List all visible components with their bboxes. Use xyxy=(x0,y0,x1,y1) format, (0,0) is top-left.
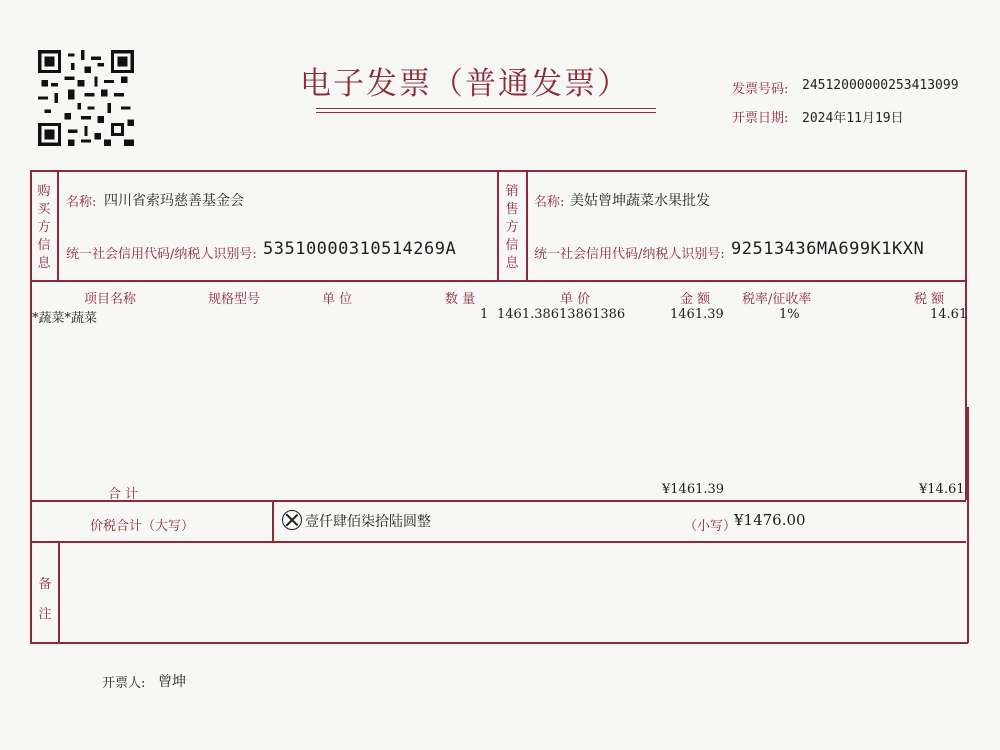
seller-name-label: 名称: xyxy=(534,195,565,210)
col-header-rate: 税率/征收率 xyxy=(742,292,812,307)
col-header-qty: 数 量 xyxy=(445,292,476,307)
frame-bottom-border xyxy=(30,642,968,644)
total-amount: ¥1461.39 xyxy=(662,482,725,497)
buyer-side-label: 购买方信息 xyxy=(37,184,51,271)
buyer-tax-id: 53510000310514269A xyxy=(263,239,457,259)
circle-x-icon xyxy=(282,510,302,530)
remarks-label: 备注 xyxy=(38,577,52,622)
total-label: 合 计 xyxy=(108,487,139,502)
col-header-spec: 规格型号 xyxy=(208,292,261,307)
title-underline-2 xyxy=(316,112,656,113)
invoice-date: 2024年11月19日 xyxy=(802,111,904,126)
row-item-name: *蔬菜*蔬菜 xyxy=(32,311,98,326)
col-header-amount: 金 额 xyxy=(680,292,711,307)
buyer-name-label: 名称: xyxy=(66,195,97,210)
col-header-unit: 单 位 xyxy=(322,292,353,307)
row-qty: 1 xyxy=(480,307,489,322)
seller-name: 美姑曾坤蔬菜水果批发 xyxy=(570,193,710,209)
seller-tax-id: 92513436MA699K1KXN xyxy=(731,239,925,259)
grand-total-lower: ¥1476.00 xyxy=(734,511,806,529)
total-label-divider xyxy=(272,500,274,541)
total-section-border xyxy=(30,541,966,543)
buyer-tax-label: 统一社会信用代码/纳税人识别号: xyxy=(66,247,257,262)
buyer-name: 四川省索玛慈善基金会 xyxy=(104,193,244,209)
col-header-item: 项目名称 xyxy=(84,292,137,307)
buyer-label-divider xyxy=(57,170,59,280)
frame-left-border xyxy=(30,170,32,643)
issuer-label: 开票人: xyxy=(102,676,146,691)
issuer-name: 曾坤 xyxy=(158,674,186,690)
invoice-title: 电子发票（普通发票） xyxy=(300,66,630,102)
invoice-number: 24512000000253413099 xyxy=(802,78,959,93)
row-tax-rate: 1% xyxy=(779,307,800,322)
col-header-price: 单 价 xyxy=(560,292,591,307)
party-section-border xyxy=(30,280,966,282)
row-amount: 1461.39 xyxy=(670,307,724,322)
col-header-tax: 税 额 xyxy=(914,292,945,307)
title-underline xyxy=(316,108,656,109)
row-unit-price: 1461.38613861386 xyxy=(497,307,626,322)
seller-label-divider xyxy=(526,170,528,280)
invoice-number-label: 发票号码: xyxy=(732,82,789,97)
remarks-label-divider xyxy=(58,541,60,642)
grand-total-lower-label: （小写） xyxy=(684,519,737,534)
invoice-date-label: 开票日期: xyxy=(732,111,789,126)
frame-right-border-lower xyxy=(967,407,969,643)
seller-side-label: 销售方信息 xyxy=(505,184,519,271)
grand-total-label: 价税合计（大写） xyxy=(90,519,195,534)
total-tax: ¥14.61 xyxy=(919,482,965,497)
row-tax-amount: 14.61 xyxy=(930,307,968,322)
grand-total-upper: 壹仟肆佰柒拾陆圆整 xyxy=(305,514,431,530)
buyer-seller-divider xyxy=(497,170,499,280)
seller-tax-label: 统一社会信用代码/纳税人识别号: xyxy=(534,247,725,262)
items-section-border xyxy=(30,500,966,502)
qr-code xyxy=(38,50,134,146)
